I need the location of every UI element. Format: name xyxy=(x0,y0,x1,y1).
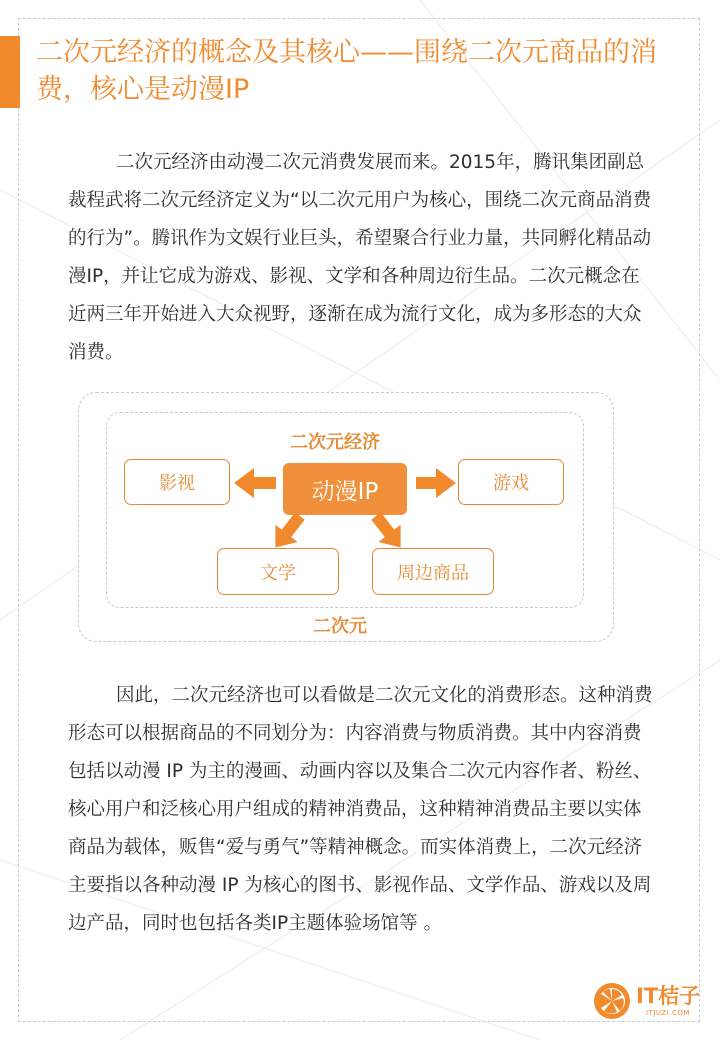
logo-name: IT桔子 xyxy=(636,984,701,1008)
analysis-paragraph: 因此，二次元经济也可以看做是二次元文化的消费形态。这种消费形态可以根据商品的不同划分为：内容消费与物质消费。其中内容消费包括以动漫 IP 为主的漫画、动画内容以及集合二次元内容作者、粉丝、核心用户和泛核心用户组成的精神消费品，这种精神消费品主要以实体商品为载体，贩售“爱与勇气”等精神概念。而实体消费上，二次元经济主要指以各种动漫 IP 为核心的图书、影视作品、文学作品、游戏以及周边产品，同时也包括各类IP主题体验场馆等 。 xyxy=(68,685,653,934)
diagram-node-game: 游戏 xyxy=(458,459,564,505)
title-accent-bar xyxy=(0,36,20,108)
diagram-node-film: 影视 xyxy=(124,459,230,505)
diagram-outer-label: 二次元 xyxy=(313,616,367,637)
logo-domain: ITJUZI.COM xyxy=(646,1009,690,1017)
intro-paragraph: 二次元经济由动漫二次元消费发展而来。2015年，腾讯集团副总裁程武将二次元经济定义为“以二次元用户为核心，围绕二次元商品消费的行为”。腾讯作为文娱行业巨头，希望聚合行业力量，共同孵化精品动漫IP，并让它成为游戏、影视、文学和各种周边衍生品。二次元概念在近两三年开始进入大众视野，逐渐在成为流行文化，成为多形态的大众消费。 xyxy=(68,152,652,363)
diagram-core-node: 动漫IP xyxy=(283,463,407,515)
diagram-node-merch: 周边商品 xyxy=(372,548,494,595)
diagram-inner-label: 二次元经济 xyxy=(290,432,380,453)
diagram-node-literature: 文学 xyxy=(217,548,339,595)
page-title: 二次元经济的概念及其核心——围绕二次元商品的消费，核心是动漫IP xyxy=(36,37,657,105)
